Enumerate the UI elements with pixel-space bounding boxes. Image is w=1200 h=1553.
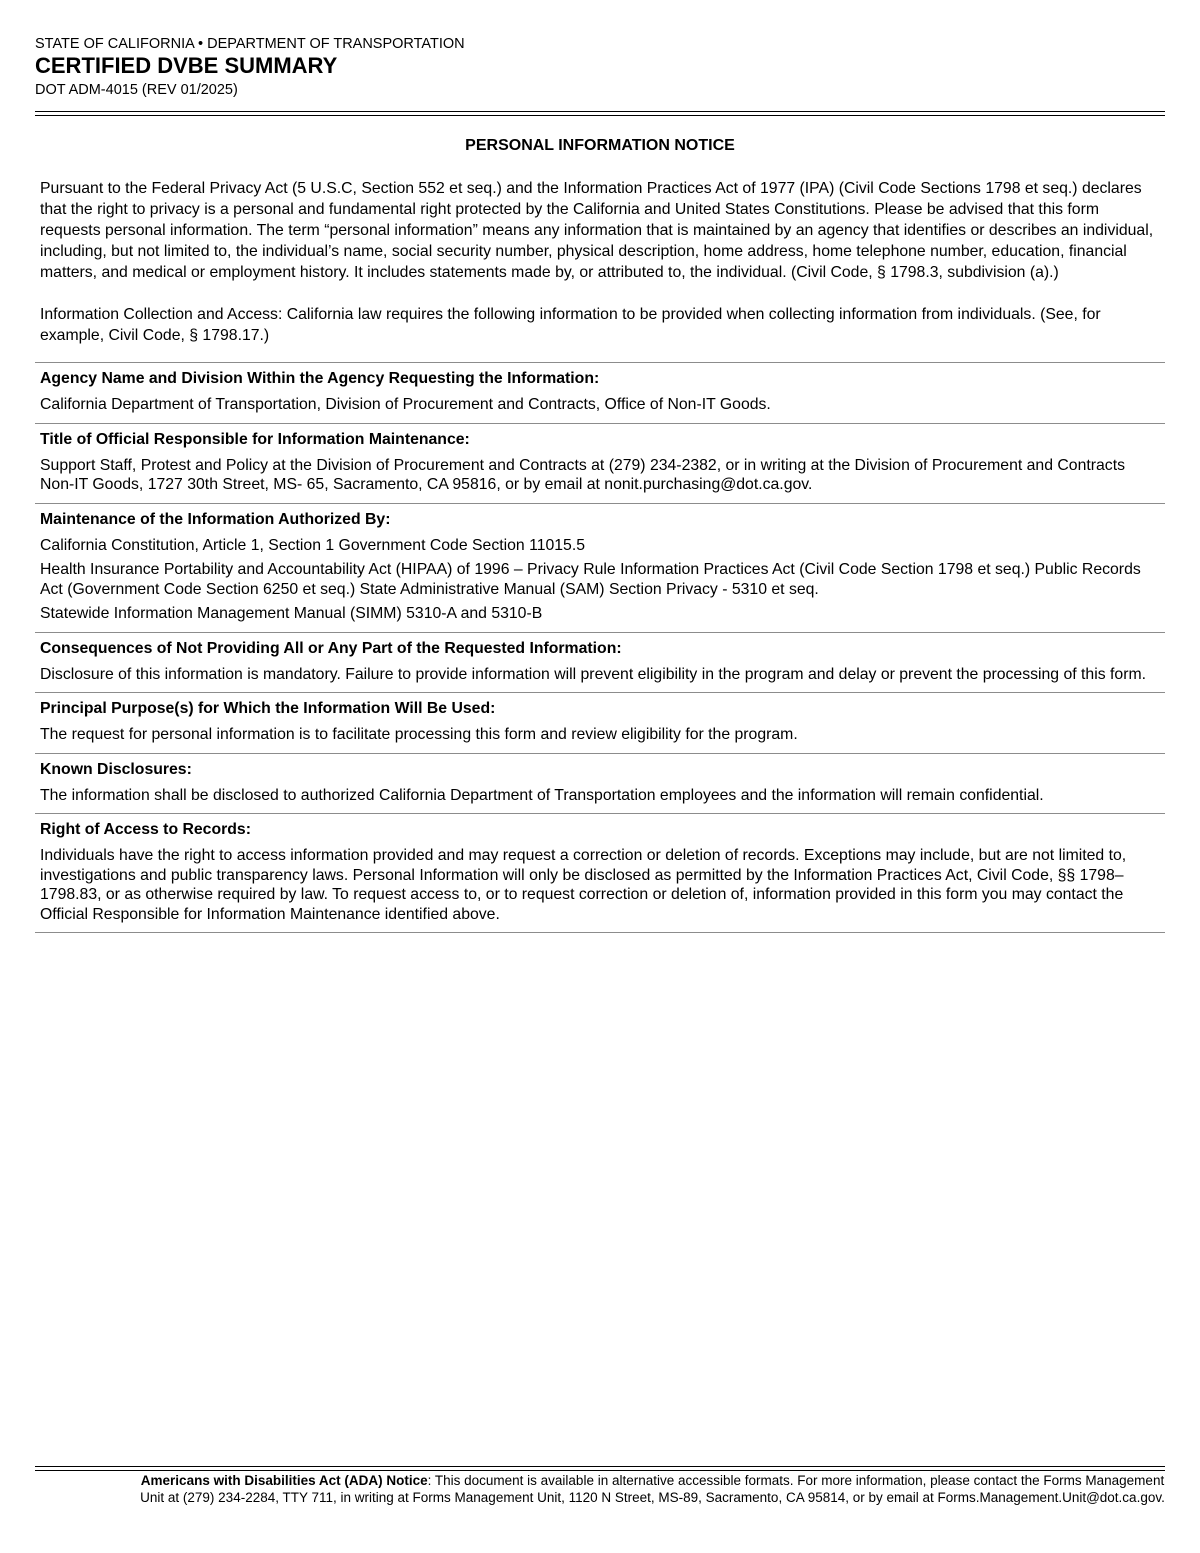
form-header <box>35 36 465 99</box>
section-known-disclosures <box>35 753 1165 814</box>
section-body: California Department of Transportation, Division of Procurement and Contracts, Office of Non-IT Goods. <box>40 396 771 413</box>
authority-line: Health Insurance Portability and Accountability Act (HIPAA) of 1996 – Privacy Rule Information Practices Act (Civil Code Section 1798 et seq.) Public Records Act (Government Code Section 6250 et seq.) State Administrative Manual (SAM) Section Privacy - 5310 et seq. <box>40 561 1141 598</box>
header-divider <box>35 111 1165 116</box>
form-title: CERTIFIED DVBE SUMMARY <box>35 53 338 78</box>
section-body: Individuals have the right to access information provided and may request a correction or deletion of records. Exceptions may include, but are not limited to, investigations and public transparency laws. Personal Information will only be disclosed as permitted by the Information Practices Act, Civil Code, §§ 1798–1798.83, or as otherwise required by law. To request access to, or to request correction or deletion of, information provided in this form you may contact the Official Responsible for Information Maintenance identified above. <box>40 847 1127 923</box>
information-collection-paragraph: Information Collection and Access: California law requires the following information to be provided when collecting information from individuals. (See, for example, Civil Code, § 1798.17.) <box>40 306 1101 344</box>
section-heading: Title of Official Responsible for Information Maintenance: <box>40 430 470 448</box>
section-heading: Known Disclosures: <box>40 760 192 778</box>
sections-end-divider <box>35 932 1165 933</box>
section-body: Support Staff, Protest and Policy at the Division of Procurement and Contracts at (279) 234-2382, or in writing at the Division of Procurement and Contracts Non-IT Goods, 1727 30th Street, MS- 65, Sacramento, CA 95816, or by email at nonit.purchasing@dot.ca.gov. <box>40 456 1125 493</box>
section-heading: Principal Purpose(s) for Which the Information Will Be Used: <box>40 700 496 717</box>
section-agency <box>35 362 1165 423</box>
section-right-of-access <box>35 813 1165 932</box>
section-official <box>35 423 1165 503</box>
form-number: DOT ADM-4015 (REV 01/2025) <box>35 82 238 98</box>
section-heading: Right of Access to Records: <box>40 821 251 838</box>
ada-notice-label: Americans with Disabilities Act (ADA) Notice <box>140 1473 428 1488</box>
section-body: The request for personal information is to facilitate processing this form and review eligibility for the program. <box>40 726 798 743</box>
ada-notice-text: : This document is available in alternative accessible formats. For more information, please contact the Forms Management Unit at (279) 234-2284, TTY 711, in writing at Forms Management Unit, 1120 N Street, MS-89, Sacramento, CA 95814, or by email at Forms.Management.Unit@dot.ca.gov. <box>140 1473 1165 1505</box>
authority-line: California Constitution, Article 1, Section 1 Government Code Section 11015.5 <box>40 536 586 554</box>
ada-notice <box>140 1472 1165 1506</box>
section-consequences <box>35 632 1165 693</box>
section-purpose <box>35 692 1165 753</box>
authority-line: Statewide Information Management Manual (SIMM) 5310-A and 5310-B <box>40 605 543 622</box>
notice-content <box>35 178 1165 933</box>
section-body: The information shall be disclosed to authorized California Department of Transportation employees and the information will remain confidential. <box>40 786 1044 804</box>
agency-line: STATE OF CALIFORNIA • DEPARTMENT OF TRANSPORTATION <box>35 36 465 52</box>
section-heading: Agency Name and Division Within the Agency Requesting the Information: <box>40 370 600 387</box>
section-authorized-by <box>35 503 1165 632</box>
privacy-intro-paragraph: Pursuant to the Federal Privacy Act (5 U.S.C, Section 552 et seq.) and the Information Practices Act of 1977 (IPA) (Civil Code Sections 1798 et seq.) declares that the right to privacy is a personal and fundamental right protected by the California and United States Constitutions. Please be advised that this form requests personal information. The term “personal information” means any information that is maintained by an agency that identifies or describes an individual, including, but not limited to, the individual’s name, social security number, physical description, home address, home telephone number, education, financial matters, and medical or employment history. It includes statements made by, or attributed to, the individual. (Civil Code, § 1798.3, subdivision (a).) <box>40 180 1154 281</box>
notice-title: PERSONAL INFORMATION NOTICE <box>465 137 735 154</box>
section-body: Disclosure of this information is mandatory. Failure to provide information will prevent eligibility in the program and delay or prevent the processing of this form. <box>40 665 1146 683</box>
footer-divider <box>35 1466 1165 1471</box>
section-heading: Maintenance of the Information Authorized By: <box>40 510 391 528</box>
section-heading: Consequences of Not Providing All or Any Part of the Requested Information: <box>40 639 622 657</box>
